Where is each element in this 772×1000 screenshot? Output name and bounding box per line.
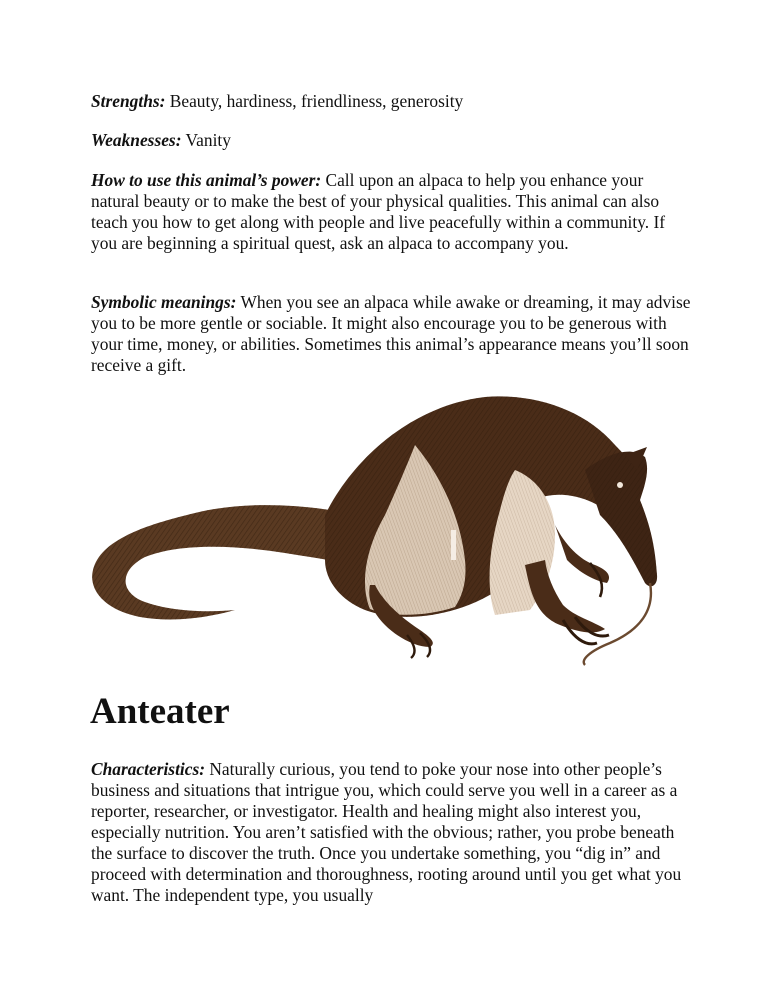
weaknesses-label: Weaknesses: [91,130,182,150]
symbolic-meanings-text: When you see an alpaca while awake or dreaming, it may advise you to be more gentle or sociable. It might also encourage you to be generous with your time, money, or abilities. Sometimes this animal’s appearance means you’ll soon receive a gift. [91,292,691,375]
characteristics-text: Naturally curious, you tend to poke your nose into other people’s business and situations that intrigue you, which could serve you well in a career as a reporter, researcher, or investigator. Health and healing might also interest you, especially nutrition. You aren’t satisfied with the obvious; rather, you probe beneath the surface to discover the truth. Once you undertake something, you “dig in” and proceed with determination and thoroughness, rooting around until you get what you want. The independent type, you usually [91,759,682,905]
how-to-use-text: Call upon an alpaca to help you enhance your natural beauty or to make the best of your physical qualities. This animal can also teach you how to get along with people and live peacefully within a community. If you are beginning a spiritual quest, ask an alpaca to accompany you. [91,170,666,253]
symbolic-meanings-paragraph [91,292,691,376]
anteater-heading: Anteater [90,691,230,732]
characteristics-label: Characteristics: [91,759,206,779]
how-to-use-paragraph [91,170,691,254]
strengths-text: Beauty, hardiness, friendliness, generosity [165,91,464,111]
characteristics-paragraph [91,759,691,906]
strengths-paragraph [91,91,691,112]
weaknesses-text: Vanity [181,130,231,150]
weaknesses-paragraph [91,130,691,151]
strengths-label: Strengths: [91,91,166,111]
how-to-use-label: How to use this animal’s power: [91,170,322,190]
anteater-engraving-illustration [85,385,665,675]
symbolic-meanings-label: Symbolic meanings: [91,292,237,312]
